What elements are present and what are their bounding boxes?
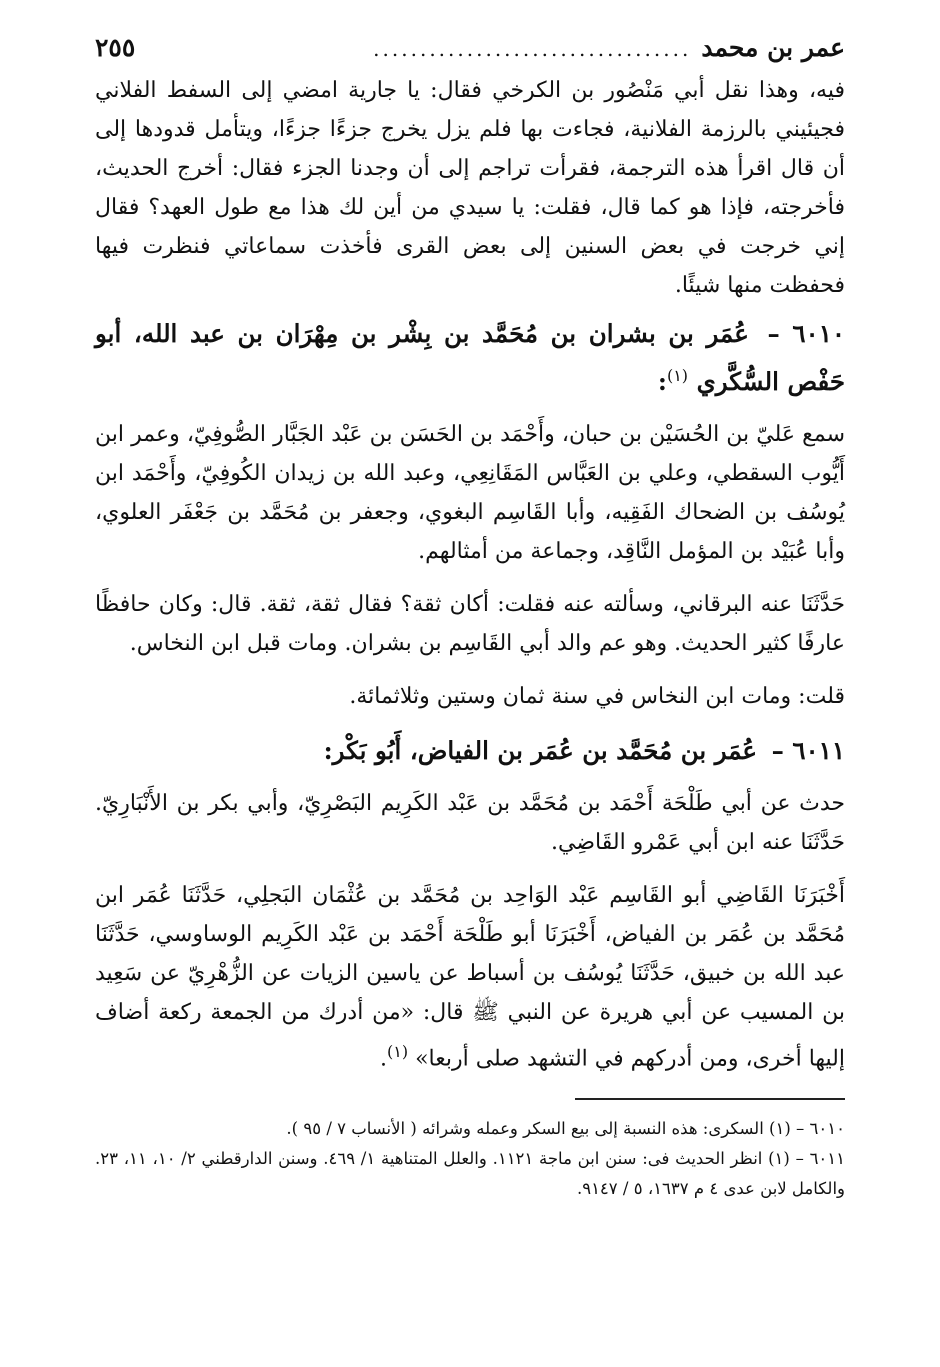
hadith-text: أَخْبَرَنَا القَاضِي أبو القَاسِم عَبْد الوَاحِد بن مُحَمَّد بن عُثْمَان البَجلِي، حَدَّثَنَا عُمَر ابن مُحَمَّد بن عُمَر بن الفياض، أَخْبَرَنَا أبو طَلْحَة أَحْمَد بن عَبْد الكَرِيم الوساوسي، حَدَّثَنَا عبد الله بن خبيق، حَدَّثَنَا يُوسُف بن أسباط عن ياسين الزيات عن الزُّهْرِيّ عن سَعِيد بن المسيب عن أبي هريرة عن النبي ﷺ قال: «من أدرك من الجمعة ركعة أضاف إليها أخرى، ومن أدركهم في التشهد صلى أربعا» xyxy=(95,883,845,1072)
footnotes xyxy=(95,1114,845,1204)
sentence-end: . xyxy=(379,1046,387,1072)
entry-6010-paragraph-1: سمع عَليّ بن الحُسَيْن بن حبان، وأَحْمَد بن الحَسَن بن عَبْد الجَبَّار الصُّوفِيّ، وعمر ابن أَيُّوب السقطي، وعلي بن العَبَّاس المَقَانِعِي، وعبد الله بن زيدان الكُوفِيّ، وأَحْمَد ابن يُوسُف بن الضحاك الفَقِيه، وأبا القَاسِم البغوي، وجعفر بن مُحَمَّد بن جَعْفَر العلوي، وأبا عُبَيْد بن المؤمل النَّاقِد، وجماعة من أمثالهم. xyxy=(95,422,845,565)
entry-6011-paragraph-2 xyxy=(95,876,845,1078)
intro-paragraph: فيه، وهذا نقل أبي مَنْصُور بن الكرخي فقال: يا جارية امضي إلى السفط الفلاني فجيئيني بالرزمة الفلانية، فجاءت بها فلم يزل يخرج جزءًا جزءًا، ويتأمل قدودها إلى أن قال اقرأ هذه الترجمة، فقرأت تراجم إلى أن وجدنا الجزء فقال: أخرج الحديث، فأخرجته، فإذا هو كما قال، فقلت: يا سيدي من أين لك هذا مع طول العهد؟ فقال إني خرجت في بعض السنين إلى بعض القرى فأخذت سماعاتي فنظرت فيها فحفظت منها شيئًا. xyxy=(95,78,845,298)
entry-name: عُمَر بن بشران بن مُحَمَّد بن بِشْر بن مِهْرَان بن عبد الله، أبو حَفْص السُّكَّري xyxy=(95,319,845,397)
footnote-ref: (١) xyxy=(666,366,689,385)
dot-leader: .................................. xyxy=(373,37,692,61)
footnote: ٦٠١٠ – (١) السكرى: هذه النسبة إلى بيع السكر وعمله وشرائه ( الأنساب ٧ / ٩٥ ). xyxy=(286,1119,845,1139)
footnote-separator xyxy=(575,1098,845,1100)
footnote: ٦٠١١ – (١) انظر الحديث فى: سنن ابن ماجة ١١٢١. والعلل المتناهية ١/ ٤٦٩. وسنن الدارقطني ٢/ ١٠، ١١، ٢٣. والكامل لابن عدى ٤ م ١٦٣٧، ٥ / ٩١٤٧. xyxy=(95,1149,846,1199)
entry-heading-6011 xyxy=(95,730,845,772)
entry-name: عُمَر بن مُحَمَّد بن عُمَر بن الفياض، أَبُو بَكْر xyxy=(332,736,758,766)
entry-number: ٦٠١١ – xyxy=(771,736,845,766)
heading-colon: : xyxy=(323,736,333,766)
entry-6011-paragraph-1: حدث عن أبي طَلْحَة أَحْمَد بن مُحَمَّد بن عَبْد الكَرِيم البَصْرِيّ، وأبي بكر بن الأَنْبَارِيّ. حَدَّثَنَا عنه ابن أبي عَمْرو القَاضِي. xyxy=(95,791,845,856)
footnote-ref: (١) xyxy=(386,1042,409,1062)
entry-6010-paragraph-2: حَدَّثَنَا عنه البرقاني، وسألته عنه فقلت: أكان ثقة؟ فقال ثقة، ثقة. قال: وكان حافظًا عارفًا كثير الحديث. وهو عم والد أبي القَاسِم بن بشران. ومات قبل ابن النخاس. xyxy=(95,592,845,657)
entry-6010-paragraph-3: قلت: ومات ابن النخاس في سنة ثمان وستين وثلاثمائة. xyxy=(349,684,845,710)
entry-heading-6010 xyxy=(95,313,845,403)
running-header xyxy=(95,30,845,67)
entry-number: ٦٠١٠ – xyxy=(767,319,846,348)
running-title: عمر بن محمد xyxy=(701,33,845,62)
heading-colon: : xyxy=(657,367,667,397)
page-number: ٢٥٥ xyxy=(95,33,136,62)
